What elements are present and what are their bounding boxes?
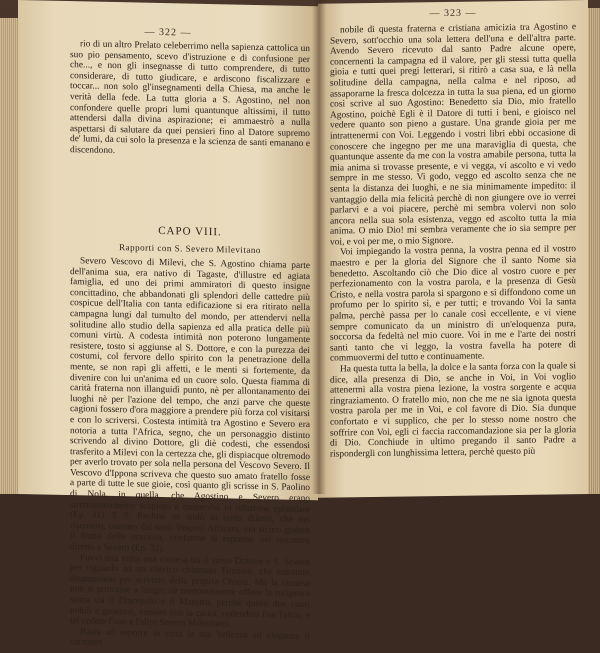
left-paragraph-2: Fuvvi una volta una contesa tra il santo Dottore e S. Severo per riguardo ad un cherico chiamato Timoteo, che entrambi disputavano per servizio della propria Chiesa. Ma la contesa non si protrasse a lungo; nè menomamente offese la reciproca stima tra il Discepolo e il Maestro, perchè questi due cuori nobili e generosi, vinsero con la carità, cedendosi l'un l'altro, e tal cedere l'uno e l'altro Severo Milevitano. <box>70 552 310 630</box>
left-paragraph-1: Severo Vescovo di Milevi, che S. Agostino chiama parte dell'anima sua, era nativo di Tagaste, d'illustre ed agiata famiglia, ed uno dei primi ammiratori di questo insigne concittadino, che abbandonati gli splendori delle cattedre più cospicue dell'Italia con tanta edificazione si era ritirato nella campagna lungi dal tumulto del mondo, per attendervi nella solitudine allo studio della sapienza ed alla pratica delle più comuni virtù. A codesta intimità non poterono lungamente resistere, tosto si aggiunse al S. Dottore, e con la purezza dei costumi, col fervore dello spirito con la penetrazione della mente, se non rapì gli affetti, e le menti si fortemente, da divenire con lui un'anima ed un cuore solo. Questa fiamma di carità fraterna non illanguidì punto, nè per allontanamento dei luoghi nè per l'azione del tempo, che anzi parve che queste cagioni fossero d'ora maggiore a prendere più forza col visitarsi e con lo scriversi. Costesta intimità tra Agostino e Severo era notoria a tutta l'Africa, segno, che un personaggio distinto scrivendo al divino Dottore, gli diè codesti, che essendosi trasferito a Milevi con la certezza che, gli dispiacque oltremodo per averlo trovato per sola nella persona del Vescovo Severo. Il Vescovo d'Ippona scriveva che questo suo amato fratello fosse a parte di tutte le sue gioie, così quanto gli scrisse in S. Paolino di Nola, in quella, che Agostino e Severo erano strettissimamente sospinto a mettervisi in relazione epistolare (Ep. 31). E S. Paolino ne andò in tanto diletto, che nel riscontro, onorato dai santi Vescovi Africani, era sicuro godere il frutto delle orazioni, conforme si espresse nel riscontro diretto a Severo (Ep. 32). <box>70 256 310 555</box>
left-top-paragraph <box>70 39 310 161</box>
left-page-edges <box>0 18 18 494</box>
left-main-text <box>70 256 310 653</box>
right-paragraph-3: Ha questa tutta la bella, la dolce e la santa forza con la quale si dice, alla presenza di Dio, se anche in Voi, in Voi voglio attenermi alla vostra piena lezione, la vostra sorgente e acqua ringraziamento. O fratello mio, non che me ne sia ignota questa vostra parola per me in Voi, e col favore di Dio. Sia dunque confortato e vi supplico, che per lo stesso nome nostro che soffrire con Voi, egli ci faccia raccomandazione sia per la gloria di Dio. Conchiude in ultimo pregando il santo Padre a rispondergli con lunghissima lettera, perchè questo più <box>330 361 576 460</box>
chapter-title: CAPO VIII. <box>158 224 222 239</box>
left-paragraph-3: Basta ad esporre in tutta la sua bellezza ed eleganza il carattere <box>70 627 310 649</box>
right-paragraph-1: nobile di questa fraterna e cristiana amicizia tra Agostino e Severo, sott'occhio una sola lettera dell'una e dell'altra parte. Avendo Severo ricevuto dal santo Padre alcune opere, concernenti la campagna ed il valore, per gli stessi tutta quella gioia e tutti quei pregi letterari, si ritirò a casa sua, e là nella solitudine della campagna, nella calma e nel riposo, ad assaporarne la fresca dolcezza in tutta la sua piena, ed un giorno così scrive al suo Agostino: Benedetto sia Dio, mio fratello Agostino, poichè Egli è il Datore di tutti i beni, e gioisco nel vedere quanto son pieno a gustare. Una grande gioia per me intrattenermi con Voi. Leggendo i vostri libri ebbi occasione di conoscere che ingegno per me una maraviglia di questa, che quantunque assente da me con la vostra amabile persona, tutta la mia anima si trovasse presente, e vi vegga, vi ascolto e vi vedo sempre in me stesso. Vi godo, veggo ed ascolto senza che ne senta la distanza dei luoghi, e ne sia minimamente impedito: il vantaggio della mia felicità perchè di non giungere ove io verrei parlarvi e a voi piacere, perchè mi sembra volervi non solo ancora nella sua sola esistenza, veggo ed ascolto tutta la mia anima. O mio Dio! mi sembra veramente che io sia sempre per voi, e voi per me, o mio Signore. <box>330 22 576 248</box>
right-page-edges <box>588 8 600 494</box>
left-page <box>18 0 318 649</box>
page-number-right: — 323 — <box>429 7 477 20</box>
right-page <box>318 0 588 498</box>
chapter-subtitle: Rapporti con S. Severo Milevitano <box>119 242 261 256</box>
right-paragraph-2: Voi impiegando la vostra penna, la vostra penna ed il vostro maestro e per la gloria del Signore che il santo Nome sia benedetto. Ascoltando ciò che Dio dice al vostro cuore e per perfezionamento con la vostra parola, e la presenza di Gesù Cristo, e nella vostra parola si spargono e si diffondono come un profumo per lo spirito sì, e per tutti; e trovando Voi la santa palma, perchè passa per lo canale così eccellente, e vi viene sempre comunicato da un ministro di un'eloquenza pura, soccorsa da fedeltà nel mio cuore. Voi in me e l'arte dei nostri santi tanto che vi leggo, la vostra favella ha potere di commuovermi del tutto e continuamente. <box>330 244 576 365</box>
right-main-text <box>330 22 576 460</box>
left-top-text: rio di un altro Prelato celeberrimo nella sapienza cattolica un suo pio pensamento, scevo d'istruzione e di confusione per che..., e non gli insegnasse di tutto comprendere, di tutto considerare, di tutto giudicare, e ardiscono fiscalizzare e toccar... non solo gl'insegnamenti della Chiesa, ma anche le verità della fede. La tutta gloria a S. Agostino, nel non confondere quelle propri lumi quantunque altissimi, il tutto attendersi dalla divina aspirazione; ei ammaestrò a nulla aspettarsi di salutare da quei pensieri fino al Datore supremo de' lumi, da cui solo la presenza e la scienza de santi emanano e discendono. <box>70 39 310 156</box>
page-number-left: — 322 — <box>144 26 192 39</box>
